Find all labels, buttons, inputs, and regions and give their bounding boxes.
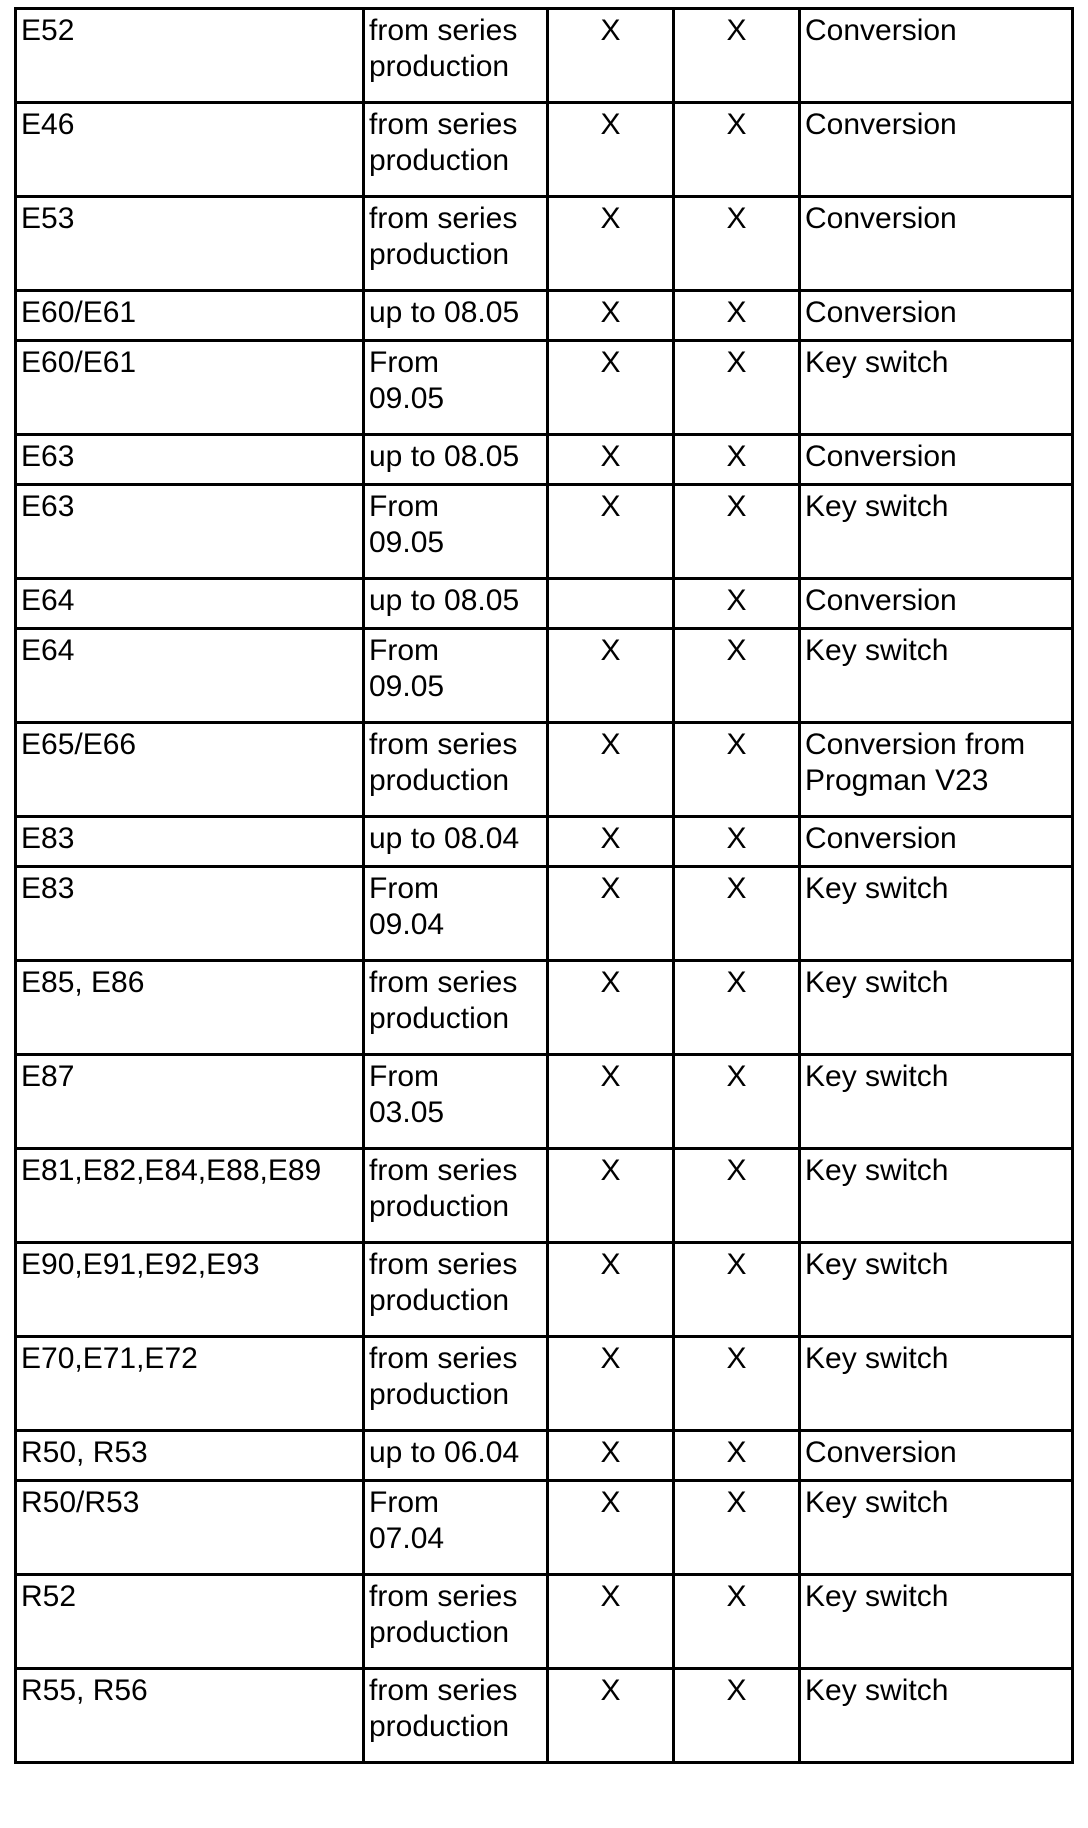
table-row (16, 1575, 1073, 1669)
model-cell (16, 723, 364, 817)
model-cell (16, 867, 364, 961)
model-cell (16, 1431, 364, 1481)
mark-cell-1 (548, 1243, 674, 1337)
mark-cell-2-text: X (726, 872, 747, 905)
model-cell (16, 629, 364, 723)
mark-cell-1 (548, 579, 674, 629)
mark-cell-1-text: X (600, 1436, 621, 1469)
production-date-cell-text: from series production (369, 108, 518, 177)
method-cell (800, 291, 1073, 341)
table-row (16, 9, 1073, 103)
mark-cell-1 (548, 1337, 674, 1431)
mark-cell-1 (548, 1575, 674, 1669)
mark-cell-2 (674, 961, 800, 1055)
mark-cell-1-text: X (600, 728, 621, 761)
mark-cell-2-text: X (726, 634, 747, 667)
method-cell (800, 867, 1073, 961)
method-cell (800, 1149, 1073, 1243)
method-cell (800, 1243, 1073, 1337)
production-date-cell-text: From 09.05 (369, 634, 445, 703)
mark-cell-2-text: X (726, 1674, 747, 1707)
mark-cell-1-text: X (600, 1342, 621, 1375)
mark-cell-2 (674, 723, 800, 817)
model-cell (16, 1149, 364, 1243)
production-date-cell-text: from series production (369, 1154, 518, 1223)
table-row (16, 1669, 1073, 1763)
mark-cell-2-text: X (726, 728, 747, 761)
mark-cell-2 (674, 817, 800, 867)
mark-cell-1 (548, 1055, 674, 1149)
table-row (16, 485, 1073, 579)
method-cell-text: Key switch (805, 872, 949, 905)
model-cell-text: E60/E61 (21, 346, 137, 379)
mark-cell-1-text (549, 580, 672, 583)
table-row (16, 629, 1073, 723)
mark-cell-2 (674, 341, 800, 435)
production-date-cell (364, 435, 548, 485)
model-cell-text: E90,E91,E92,E93 (21, 1248, 260, 1281)
mark-cell-2-text: X (726, 296, 747, 329)
production-date-cell-text: from series production (369, 1248, 518, 1317)
table-row (16, 341, 1073, 435)
mark-cell-1-text: X (600, 108, 621, 141)
mark-cell-1-text: X (600, 634, 621, 667)
mark-cell-2-text: X (726, 1486, 747, 1519)
model-cell (16, 9, 364, 103)
mark-cell-2-text: X (726, 966, 747, 999)
method-cell-text: Conversion (805, 1436, 957, 1469)
production-date-cell-text: up to 08.04 (369, 822, 520, 855)
production-date-cell (364, 485, 548, 579)
table-body (16, 9, 1073, 1763)
model-cell-text: R50, R53 (21, 1436, 148, 1469)
mark-cell-2 (674, 1669, 800, 1763)
mark-cell-1-text: X (600, 822, 621, 855)
method-cell-text: Conversion (805, 296, 957, 329)
mark-cell-2-text: X (726, 1580, 747, 1613)
production-date-cell (364, 579, 548, 629)
mark-cell-2 (674, 485, 800, 579)
model-cell (16, 1575, 364, 1669)
method-cell-text: Conversion from Progman V23 (805, 728, 1026, 797)
mark-cell-2 (674, 1149, 800, 1243)
method-cell-text: Conversion (805, 822, 957, 855)
mark-cell-1-text: X (600, 1154, 621, 1187)
vehicle-compatibility-table (14, 7, 1074, 1764)
mark-cell-2-text: X (726, 440, 747, 473)
mark-cell-1-text: X (600, 14, 621, 47)
production-date-cell (364, 9, 548, 103)
mark-cell-1 (548, 1481, 674, 1575)
method-cell (800, 485, 1073, 579)
method-cell-text: Key switch (805, 1248, 949, 1281)
model-cell-text: E63 (21, 440, 75, 473)
method-cell (800, 1669, 1073, 1763)
method-cell (800, 579, 1073, 629)
model-cell (16, 485, 364, 579)
model-cell (16, 435, 364, 485)
table-row (16, 1055, 1073, 1149)
production-date-cell (364, 723, 548, 817)
production-date-cell-text: from series production (369, 14, 518, 83)
method-cell (800, 103, 1073, 197)
model-cell-text: E70,E71,E72 (21, 1342, 198, 1375)
mark-cell-2-text: X (726, 108, 747, 141)
model-cell-text: E81,E82,E84,E88,E89 (21, 1154, 322, 1187)
table-row (16, 1431, 1073, 1481)
model-cell-text: E52 (21, 14, 75, 47)
method-cell (800, 341, 1073, 435)
mark-cell-1 (548, 1149, 674, 1243)
table-row (16, 723, 1073, 817)
model-cell-text: E60/E61 (21, 296, 137, 329)
method-cell-text: Key switch (805, 1486, 949, 1519)
production-date-cell (364, 341, 548, 435)
mark-cell-1 (548, 435, 674, 485)
mark-cell-1-text: X (600, 1060, 621, 1093)
table-row (16, 197, 1073, 291)
model-cell-text: E64 (21, 584, 75, 617)
production-date-cell-text: From 03.05 (369, 1060, 445, 1129)
production-date-cell (364, 103, 548, 197)
mark-cell-2-text: X (726, 202, 747, 235)
mark-cell-2 (674, 103, 800, 197)
mark-cell-1-text: X (600, 440, 621, 473)
method-cell (800, 961, 1073, 1055)
mark-cell-2-text: X (726, 1248, 747, 1281)
model-cell (16, 1337, 364, 1431)
method-cell-text: Conversion (805, 202, 957, 235)
production-date-cell (364, 817, 548, 867)
method-cell-text: Key switch (805, 1154, 949, 1187)
method-cell (800, 723, 1073, 817)
production-date-cell-text: up to 06.04 (369, 1436, 520, 1469)
model-cell-text: E53 (21, 202, 75, 235)
mark-cell-2 (674, 1575, 800, 1669)
model-cell-text: E83 (21, 872, 75, 905)
mark-cell-1 (548, 197, 674, 291)
method-cell-text: Key switch (805, 1674, 949, 1707)
production-date-cell (364, 1431, 548, 1481)
mark-cell-2 (674, 9, 800, 103)
table-row (16, 1243, 1073, 1337)
mark-cell-1-text: X (600, 1580, 621, 1613)
model-cell-text: E83 (21, 822, 75, 855)
mark-cell-2-text: X (726, 822, 747, 855)
table-row (16, 1337, 1073, 1431)
model-cell-text: E64 (21, 634, 75, 667)
method-cell (800, 435, 1073, 485)
method-cell (800, 1481, 1073, 1575)
production-date-cell-text: From 09.05 (369, 346, 445, 415)
model-cell-text: E63 (21, 490, 75, 523)
production-date-cell-text: from series production (369, 1674, 518, 1743)
method-cell (800, 9, 1073, 103)
mark-cell-1 (548, 1669, 674, 1763)
method-cell-text: Key switch (805, 1342, 949, 1375)
mark-cell-2 (674, 1431, 800, 1481)
production-date-cell (364, 197, 548, 291)
production-date-cell-text: from series production (369, 728, 518, 797)
production-date-cell-text: from series production (369, 966, 518, 1035)
mark-cell-1 (548, 1431, 674, 1481)
model-cell-text: E46 (21, 108, 75, 141)
method-cell-text: Key switch (805, 490, 949, 523)
vehicle-compatibility-table-container (14, 7, 1074, 1764)
method-cell-text: Conversion (805, 14, 957, 47)
mark-cell-2-text: X (726, 1342, 747, 1375)
method-cell-text: Conversion (805, 108, 957, 141)
mark-cell-1 (548, 485, 674, 579)
production-date-cell (364, 629, 548, 723)
mark-cell-2-text: X (726, 584, 747, 617)
production-date-cell-text: from series production (369, 1580, 518, 1649)
mark-cell-2 (674, 629, 800, 723)
model-cell (16, 1243, 364, 1337)
mark-cell-2 (674, 1337, 800, 1431)
production-date-cell (364, 1481, 548, 1575)
mark-cell-2 (674, 579, 800, 629)
mark-cell-1 (548, 723, 674, 817)
model-cell (16, 291, 364, 341)
mark-cell-1-text: X (600, 346, 621, 379)
method-cell-text: Key switch (805, 1060, 949, 1093)
method-cell (800, 629, 1073, 723)
method-cell (800, 1055, 1073, 1149)
production-date-cell-text: up to 08.05 (369, 440, 520, 473)
production-date-cell (364, 1337, 548, 1431)
mark-cell-1 (548, 961, 674, 1055)
method-cell-text: Key switch (805, 634, 949, 667)
mark-cell-1 (548, 9, 674, 103)
table-row (16, 867, 1073, 961)
method-cell-text: Key switch (805, 966, 949, 999)
table-row (16, 817, 1073, 867)
mark-cell-1-text: X (600, 296, 621, 329)
table-row (16, 1149, 1073, 1243)
table-row (16, 1481, 1073, 1575)
production-date-cell-text: from series production (369, 1342, 518, 1411)
production-date-cell (364, 1669, 548, 1763)
model-cell-text: R55, R56 (21, 1674, 148, 1707)
model-cell (16, 817, 364, 867)
mark-cell-2 (674, 291, 800, 341)
table-row (16, 291, 1073, 341)
production-date-cell-text: from series production (369, 202, 518, 271)
mark-cell-2-text: X (726, 1060, 747, 1093)
method-cell (800, 197, 1073, 291)
mark-cell-1-text: X (600, 1674, 621, 1707)
table-row (16, 103, 1073, 197)
method-cell-text: Conversion (805, 440, 957, 473)
model-cell (16, 197, 364, 291)
model-cell-text: E85, E86 (21, 966, 145, 999)
model-cell (16, 579, 364, 629)
model-cell-text: E65/E66 (21, 728, 137, 761)
method-cell (800, 817, 1073, 867)
mark-cell-2-text: X (726, 1154, 747, 1187)
mark-cell-1-text: X (600, 1486, 621, 1519)
model-cell (16, 1669, 364, 1763)
mark-cell-2 (674, 197, 800, 291)
mark-cell-2 (674, 867, 800, 961)
model-cell (16, 1055, 364, 1149)
model-cell (16, 1481, 364, 1575)
mark-cell-1 (548, 817, 674, 867)
mark-cell-2-text: X (726, 14, 747, 47)
mark-cell-1-text: X (600, 966, 621, 999)
table-row (16, 961, 1073, 1055)
table-row (16, 579, 1073, 629)
mark-cell-1 (548, 629, 674, 723)
method-cell-text: Conversion (805, 584, 957, 617)
production-date-cell (364, 1243, 548, 1337)
method-cell (800, 1575, 1073, 1669)
mark-cell-2-text: X (726, 490, 747, 523)
mark-cell-2-text: X (726, 1436, 747, 1469)
mark-cell-1-text: X (600, 872, 621, 905)
mark-cell-1-text: X (600, 1248, 621, 1281)
mark-cell-1-text: X (600, 202, 621, 235)
model-cell-text: E87 (21, 1060, 75, 1093)
mark-cell-2 (674, 1055, 800, 1149)
model-cell (16, 961, 364, 1055)
model-cell-text: R52 (21, 1580, 77, 1613)
mark-cell-1 (548, 867, 674, 961)
production-date-cell-text: up to 08.05 (369, 296, 520, 329)
mark-cell-2 (674, 435, 800, 485)
production-date-cell (364, 867, 548, 961)
method-cell-text: Key switch (805, 346, 949, 379)
production-date-cell-text: From 09.04 (369, 872, 445, 941)
production-date-cell (364, 1575, 548, 1669)
mark-cell-1 (548, 291, 674, 341)
table-row (16, 435, 1073, 485)
method-cell (800, 1431, 1073, 1481)
production-date-cell-text: From 07.04 (369, 1486, 445, 1555)
production-date-cell-text: From 09.05 (369, 490, 445, 559)
mark-cell-1-text: X (600, 490, 621, 523)
production-date-cell (364, 1149, 548, 1243)
production-date-cell (364, 291, 548, 341)
mark-cell-1 (548, 103, 674, 197)
model-cell-text: R50/R53 (21, 1486, 140, 1519)
production-date-cell (364, 961, 548, 1055)
model-cell (16, 103, 364, 197)
mark-cell-2-text: X (726, 346, 747, 379)
mark-cell-2 (674, 1243, 800, 1337)
method-cell (800, 1337, 1073, 1431)
mark-cell-2 (674, 1481, 800, 1575)
production-date-cell-text: up to 08.05 (369, 584, 520, 617)
mark-cell-1 (548, 341, 674, 435)
model-cell (16, 341, 364, 435)
production-date-cell (364, 1055, 548, 1149)
method-cell-text: Key switch (805, 1580, 949, 1613)
